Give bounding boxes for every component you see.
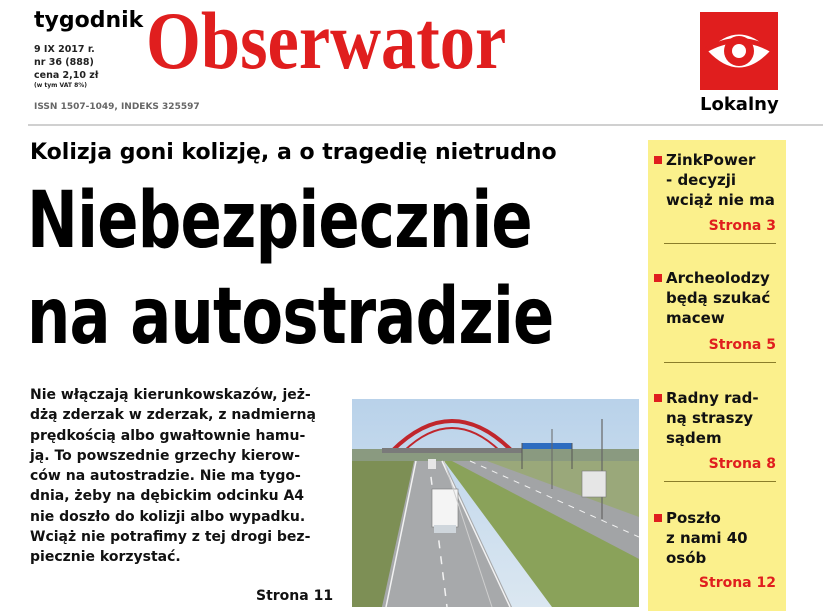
issue-number: nr 36 (888) <box>34 57 94 68</box>
bullet-icon <box>654 514 662 522</box>
bullet-icon <box>654 274 662 282</box>
teaser-divider <box>664 362 776 363</box>
story-kicker: Kolizja goni kolizję, a o tragedię nietrudno <box>30 140 557 165</box>
lead-line: dżą zderzak w zderzak, z nadmierną <box>30 407 316 424</box>
teaser-archeolodzy[interactable] <box>654 268 780 328</box>
lead-paragraph <box>30 385 344 568</box>
teaser-title-line: Archeolodzy <box>666 269 770 287</box>
weekly-label: tygodnik <box>34 8 144 33</box>
teaser-title-line: - decyzji <box>666 171 737 189</box>
teaser-divider <box>664 481 776 482</box>
teaser-zinkpower[interactable] <box>654 150 780 210</box>
lead-page-reference: Strona 11 <box>256 588 334 604</box>
teaser-divider <box>664 243 776 244</box>
teaser-page-reference[interactable]: Strona 3 <box>708 218 776 234</box>
newspaper-subtitle: Lokalny <box>700 94 779 115</box>
lead-line: Nie włączają kierunkowskazów, jeż- <box>30 387 311 403</box>
teaser-title-line: wciąż nie ma <box>666 191 775 209</box>
issue-price: cena 2,10 zł <box>34 70 99 81</box>
teaser-title-line: ZinkPower <box>666 151 756 169</box>
teaser-title-line: będą szukać <box>666 289 771 307</box>
teaser-title-line: macew <box>666 309 725 327</box>
lead-line: ją. To powszednie grzechy kierow- <box>30 447 301 464</box>
eye-logo-icon <box>700 12 778 90</box>
newspaper-title: Obserwator <box>146 0 507 86</box>
lead-line: ców na autostradzie. Nie ma tygo- <box>30 468 301 485</box>
teaser-poszlo[interactable] <box>654 508 780 568</box>
vat-note: (w tym VAT 8%) <box>34 82 88 89</box>
teaser-title-line: z nami 40 <box>666 529 748 547</box>
teaser-page-reference[interactable]: Strona 5 <box>708 337 776 353</box>
teaser-title-line: osób <box>666 549 707 567</box>
lead-line: dnia, żeby na dębickim odcinku A4 <box>30 488 305 505</box>
teaser-page-reference[interactable]: Strona 8 <box>708 456 776 472</box>
teaser-page-reference[interactable]: Strona 12 <box>698 575 776 591</box>
headline-line-2: na autostradzie <box>27 272 554 362</box>
teaser-title-line: Radny rad- <box>666 389 759 407</box>
issn-line: ISSN 1507-1049, INDEKS 325597 <box>34 102 200 112</box>
motorway-photo <box>352 399 639 607</box>
bullet-icon <box>654 394 662 402</box>
lead-line: piecznie korzystać. <box>30 549 181 566</box>
lead-line: prędkością albo gwałtownie hamu- <box>30 427 306 444</box>
teaser-radny[interactable] <box>654 388 780 448</box>
headline-line-1: Niebezpiecznie <box>27 176 532 266</box>
masthead-divider <box>28 124 823 126</box>
teaser-title-line: sądem <box>666 429 722 447</box>
teaser-title-line: ną straszy <box>666 409 754 427</box>
issue-date: 9 IX 2017 r. <box>34 44 95 55</box>
lead-line: nie doszło do kolizji albo wypadku. <box>30 508 306 525</box>
teaser-title-line: Poszło <box>666 509 721 527</box>
bullet-icon <box>654 156 662 164</box>
lead-line: Wciąż nie potrafimy z tej drogi bez- <box>30 529 311 546</box>
